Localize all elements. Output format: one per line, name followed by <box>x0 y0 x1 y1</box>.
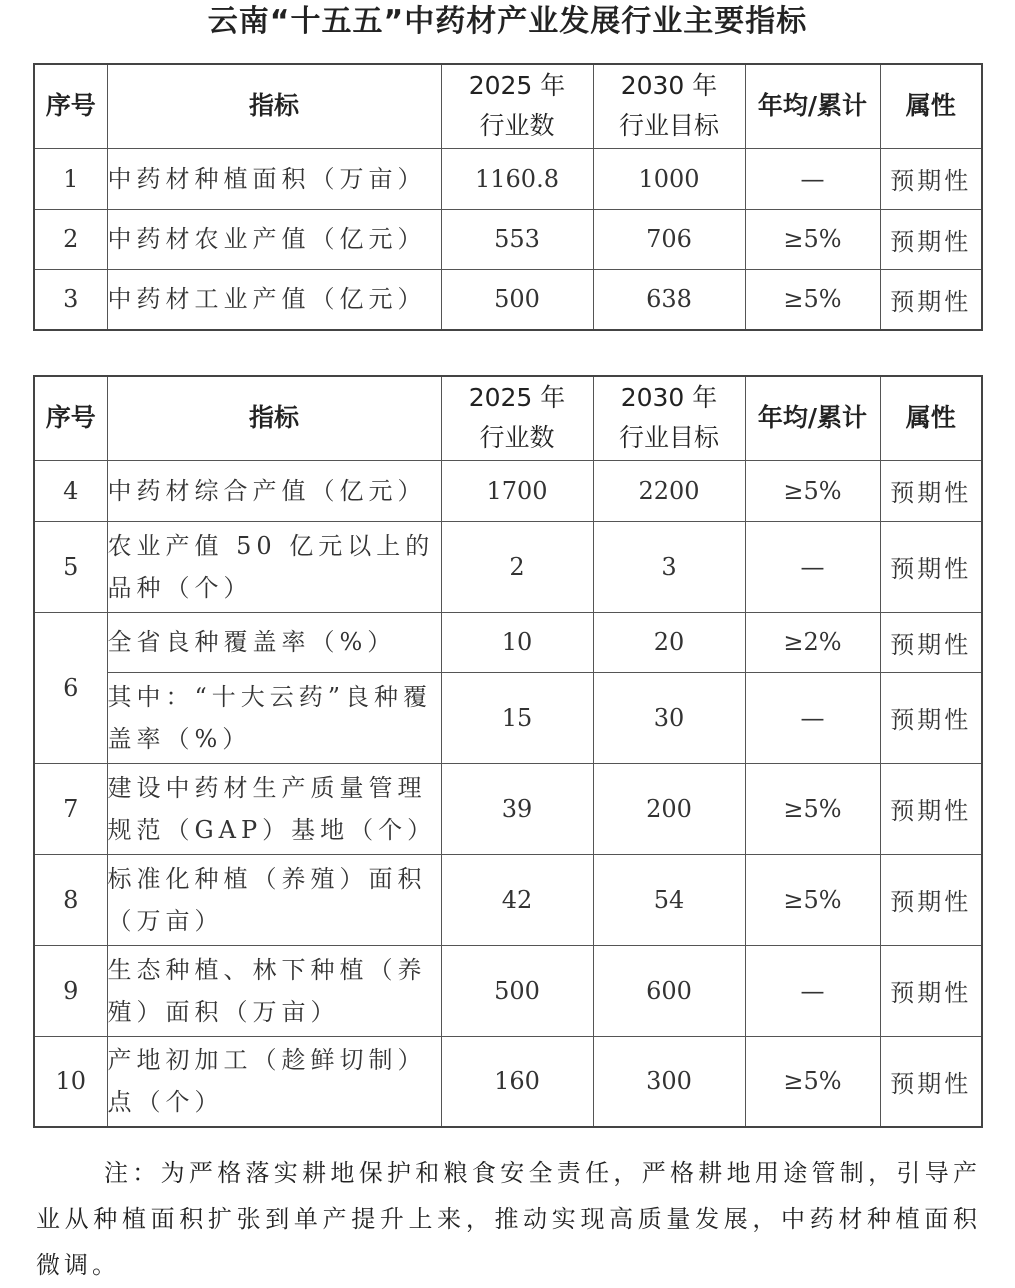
cell-2025: 15 <box>441 672 593 763</box>
header-2025-line1: 2025 年 <box>468 383 566 413</box>
cell-attr: 预期性 <box>880 945 982 1036</box>
cell-2030: 638 <box>593 269 745 330</box>
header-attr: 属性 <box>880 376 982 460</box>
header-attr: 属性 <box>880 64 982 148</box>
header-2025 <box>441 376 593 460</box>
cell-indicator: 中药材农业产值（亿元） <box>107 209 441 269</box>
indicator-table-2 <box>33 375 983 1128</box>
cell-growth: — <box>745 521 880 612</box>
cell-2030: 300 <box>593 1036 745 1127</box>
cell-2030: 20 <box>593 612 745 672</box>
cell-2025: 42 <box>441 854 593 945</box>
cell-indicator: 产地初加工（趁鲜切制）点（个） <box>107 1036 441 1127</box>
cell-growth: ≥5% <box>745 1036 880 1127</box>
cell-2025: 10 <box>441 612 593 672</box>
header-2030-line2: 行业目标 <box>618 111 719 141</box>
header-2030 <box>593 376 745 460</box>
table-row <box>34 269 982 330</box>
cell-seq: 4 <box>34 460 107 521</box>
cell-indicator: 标准化种植（养殖）面积（万亩） <box>107 854 441 945</box>
cell-2030: 706 <box>593 209 745 269</box>
cell-attr: 预期性 <box>880 763 982 854</box>
table-row <box>34 209 982 269</box>
cell-2025: 1160.8 <box>441 148 593 209</box>
cell-attr: 预期性 <box>880 672 982 763</box>
header-growth: 年均/累计 <box>745 64 880 148</box>
table-row <box>34 1036 982 1127</box>
table-row <box>34 854 982 945</box>
cell-2025: 553 <box>441 209 593 269</box>
cell-indicator: 中药材种植面积（万亩） <box>107 148 441 209</box>
cell-indicator: 农业产值 50 亿元以上的品种（个） <box>107 521 441 612</box>
cell-seq: 1 <box>34 148 107 209</box>
page-title: 云南“十五五”中药材产业发展行业主要指标 <box>207 4 808 39</box>
cell-2030: 30 <box>593 672 745 763</box>
cell-2025: 2 <box>441 521 593 612</box>
header-indicator: 指标 <box>107 376 441 460</box>
cell-growth: — <box>745 672 880 763</box>
header-2030 <box>593 64 745 148</box>
header-2030-line2: 行业目标 <box>618 423 719 453</box>
cell-indicator: 中药材工业产值（亿元） <box>107 269 441 330</box>
cell-seq: 7 <box>34 763 107 854</box>
cell-2025: 500 <box>441 945 593 1036</box>
cell-growth: ≥5% <box>745 763 880 854</box>
cell-growth: ≥5% <box>745 460 880 521</box>
cell-indicator: 中药材综合产值（亿元） <box>107 460 441 521</box>
header-2025-line1: 2025 年 <box>468 71 566 101</box>
table-row <box>34 945 982 1036</box>
table-row <box>34 672 982 763</box>
cell-2025: 39 <box>441 763 593 854</box>
header-2025-line2: 行业数 <box>479 111 555 141</box>
table-header-row <box>34 376 982 460</box>
cell-2030: 2200 <box>593 460 745 521</box>
cell-2030: 54 <box>593 854 745 945</box>
cell-seq: 10 <box>34 1036 107 1127</box>
cell-seq: 8 <box>34 854 107 945</box>
cell-growth: ≥2% <box>745 612 880 672</box>
cell-2030: 1000 <box>593 148 745 209</box>
cell-attr: 预期性 <box>880 209 982 269</box>
cell-growth: ≥5% <box>745 209 880 269</box>
table-header-row <box>34 64 982 148</box>
cell-attr: 预期性 <box>880 269 982 330</box>
header-2025-line2: 行业数 <box>479 423 555 453</box>
cell-growth: ≥5% <box>745 269 880 330</box>
header-growth: 年均/累计 <box>745 376 880 460</box>
cell-attr: 预期性 <box>880 148 982 209</box>
cell-attr: 预期性 <box>880 521 982 612</box>
cell-seq: 5 <box>34 521 107 612</box>
cell-2030: 3 <box>593 521 745 612</box>
cell-attr: 预期性 <box>880 854 982 945</box>
cell-seq: 3 <box>34 269 107 330</box>
cell-2030: 200 <box>593 763 745 854</box>
header-seq: 序号 <box>34 376 107 460</box>
header-2030-line1: 2030 年 <box>620 383 718 413</box>
cell-2025: 500 <box>441 269 593 330</box>
cell-2025: 1700 <box>441 460 593 521</box>
table-row <box>34 460 982 521</box>
cell-indicator: 生态种植、林下种植（养殖）面积（万亩） <box>107 945 441 1036</box>
cell-attr: 预期性 <box>880 1036 982 1127</box>
header-seq: 序号 <box>34 64 107 148</box>
header-2030-line1: 2030 年 <box>620 71 718 101</box>
cell-seq: 2 <box>34 209 107 269</box>
cell-indicator: 全省良种覆盖率（%） <box>107 612 441 672</box>
cell-indicator: 其中：“十大云药”良种覆盖率（%） <box>107 672 441 763</box>
footnote: 注：为严格落实耕地保护和粮食安全责任，严格耕地用途管制，引导产业从种植面积扩张到单产提升上来，推动实现高质量发展，中药材种植面积微调。 <box>36 1159 981 1279</box>
table-row <box>34 148 982 209</box>
cell-growth: — <box>745 148 880 209</box>
cell-2030: 600 <box>593 945 745 1036</box>
table-row <box>34 763 982 854</box>
header-indicator: 指标 <box>107 64 441 148</box>
header-2025 <box>441 64 593 148</box>
cell-attr: 预期性 <box>880 460 982 521</box>
table-row <box>34 521 982 612</box>
cell-growth: ≥5% <box>745 854 880 945</box>
table-row <box>34 612 982 672</box>
cell-growth: — <box>745 945 880 1036</box>
cell-indicator: 建设中药材生产质量管理规范（GAP）基地（个） <box>107 763 441 854</box>
cell-2025: 160 <box>441 1036 593 1127</box>
indicator-table-1 <box>33 63 983 331</box>
cell-attr: 预期性 <box>880 612 982 672</box>
cell-seq: 6 <box>34 612 107 763</box>
cell-seq: 9 <box>34 945 107 1036</box>
